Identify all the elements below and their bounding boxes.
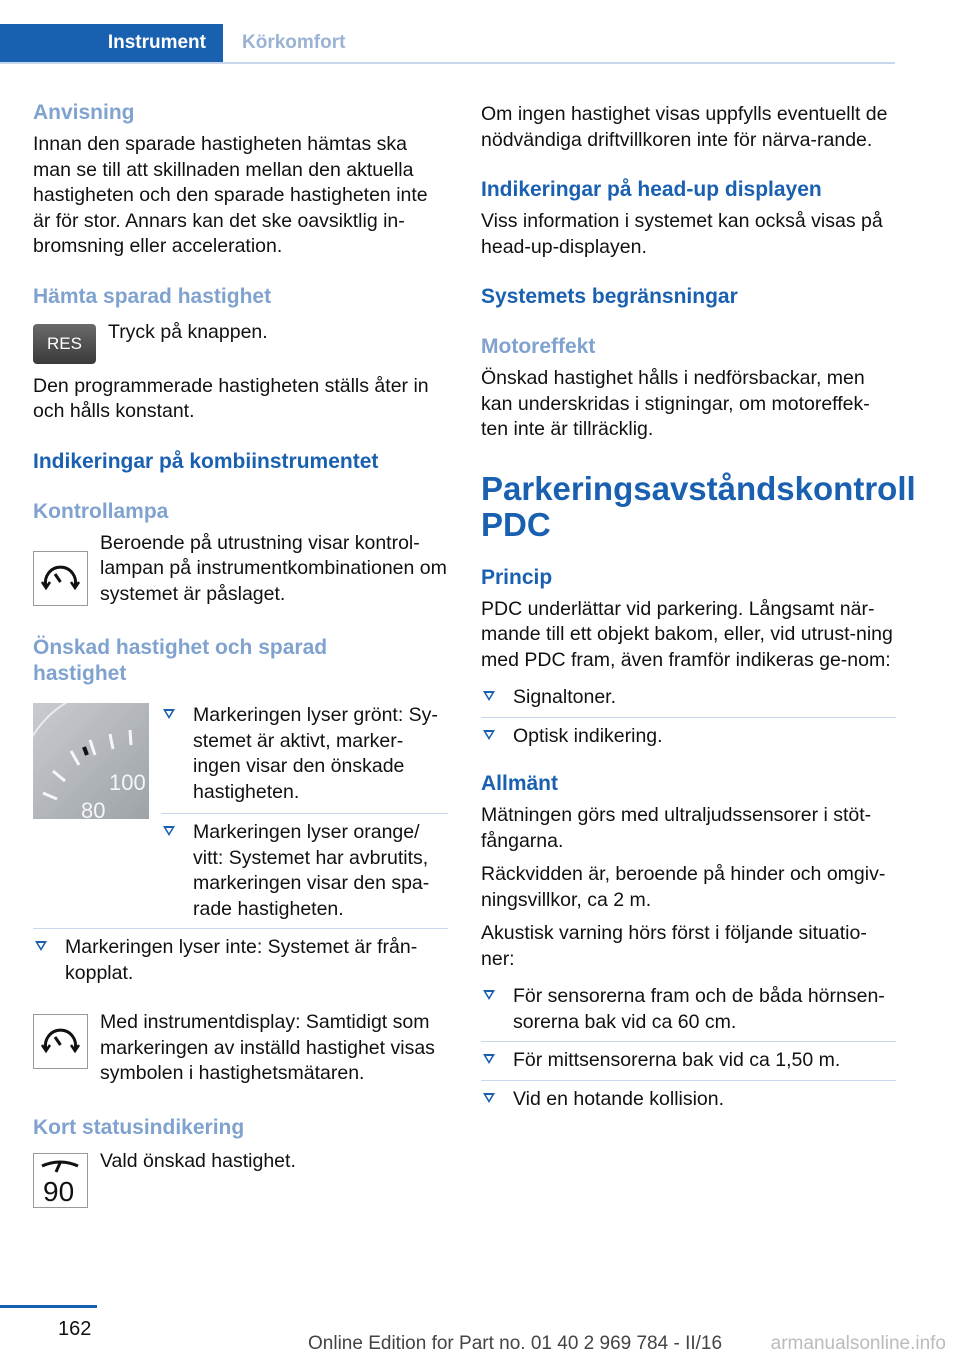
motor-heading: Motoreffekt [481,335,596,358]
speedometer-image [33,703,149,819]
triangle-bullet-icon [483,1054,495,1064]
list-item: Vid en hotande kollision. [481,1080,896,1113]
princip-text: PDC underlättar vid parkering. Långsamt när-mande till ett objekt bakom, eller, vid utrust-ning med PDC fram, även framför indikeras ge-nom: [481,597,893,671]
kort-heading: Kort statusindikering [33,1115,245,1139]
res-button-icon [33,324,96,364]
allmant-text-3: Akustisk varning hörs först i följande situatio-ner: [481,922,867,970]
tab-instrument[interactable]: Instrument [0,24,223,62]
set-speed-value: 90 [43,1175,75,1207]
kombi-heading: Indikeringar på kombiinstrumentet [33,449,379,473]
triangle-bullet-icon [483,990,495,1000]
triangle-bullet-icon [483,691,495,701]
kort-text: Vald önskad hastighet. [100,1149,296,1172]
tab-korkomfort[interactable]: Körkomfort [242,32,346,53]
footer-rule [0,1305,97,1308]
page-number: 162 [58,1318,92,1340]
intro-text: Om ingen hastighet visas uppfylls eventuellt de nödvändiga driftvillkoren inte för närva-rande. [481,103,888,151]
gauge-bullets [161,703,448,922]
off-bullet [33,928,448,986]
edition-text: Online Edition for Part no. 01 40 2 969 784 - II/16 [308,1333,723,1354]
allmant-text-2: Räckvidden är, beroende på hinder och omgiv-ningsvillkor, ca 2 m. [481,863,886,911]
triangle-bullet-icon [35,941,47,951]
watermark: armanualsonline.info [770,1333,946,1354]
hud-heading: Indikeringar på head-up displayen [481,178,822,201]
gauge-label-80: 80 [81,798,106,819]
triangle-bullet-icon [483,730,495,740]
hamta-heading: Hämta sparad hastighet [33,284,272,308]
list-item: Signaltoner. [481,685,896,717]
res-label: RES [47,333,82,353]
motor-text: Önskad hastighet hålls i nedförsbackar, men kan underskridas i stigningar, om motoreffek-ten inte är tillräcklig. [481,367,870,440]
gauge-row [33,703,448,922]
triangle-bullet-icon [163,826,175,836]
triangle-bullet-icon [163,709,175,719]
limits-heading: Systemets begränsningar [481,285,738,308]
allmant-heading: Allmänt [481,772,559,795]
gauge-label-100: 100 [109,770,146,795]
cruise-control-icon [33,551,88,606]
list-item: Markeringen lyser inte: Systemet är från-kopplat. [33,928,448,986]
left-column [33,100,448,1208]
cruise-control-icon [33,1014,88,1069]
list-item: Markeringen lyser orange/ vitt: Systemet har avbrutits, markeringen visar den spa-rade hastigheten. [161,813,448,922]
hud-text: Viss information i systemet kan också visas på head-up-displayen. [481,210,883,258]
instr-text: Med instrumentdisplay: Samtidigt som markeringen av inställd hastighet visas symbolen i hastighetsmätaren. [100,1011,435,1084]
allmant-bullets [481,984,896,1112]
set-speed-icon [33,1153,88,1208]
list-item: Markeringen lyser grönt: Sy-stemet är aktivt, marker-ingen visar den önskade hastigheten. [161,703,448,813]
princip-heading: Princip [481,565,553,589]
list-item: Optisk indikering. [481,717,896,750]
list-item: För mittsensorerna bak vid ca 1,50 m. [481,1041,896,1080]
kort-row [33,1149,448,1208]
hamta-text-2: Den programmerade hastigheten ställs åter in och hålls konstant. [33,374,429,422]
kontroll-row [33,531,448,608]
kontroll-heading: Kontrollampa [33,499,169,523]
list-item: För sensorerna fram och de båda hörnsen-sorerna bak vid ca 60 cm. [481,984,896,1041]
anvisning-text: Innan den sparade hastigheten hämtas ska man se till att skillnaden mellan den aktuella hastigheten och den sparade hastigheten inte är för stor. Annars kan det ske oavsiktlig in-bromsning eller acceleration. [33,133,428,257]
allmant-text-1: Mätningen görs med ultraljudssensorer i stöt-fångarna. [481,804,872,852]
kontroll-text: Beroende på utrustning visar kontrol-lampan på instrumentkombinationen om systemet är påslaget. [100,531,447,605]
right-column [481,102,916,1112]
instr-row [33,1010,448,1087]
triangle-bullet-icon [483,1093,495,1103]
anvisning-heading: Anvisning [33,101,135,124]
res-row [33,320,448,364]
princip-bullets [481,685,896,749]
pdc-heading: Parkeringsavståndskontroll PDC [481,469,916,543]
chapter-tabs [0,24,895,64]
onskad-heading: Önskad hastighet och sparad hastighet [33,636,328,685]
hamta-text: Tryck på knappen. [108,320,268,343]
